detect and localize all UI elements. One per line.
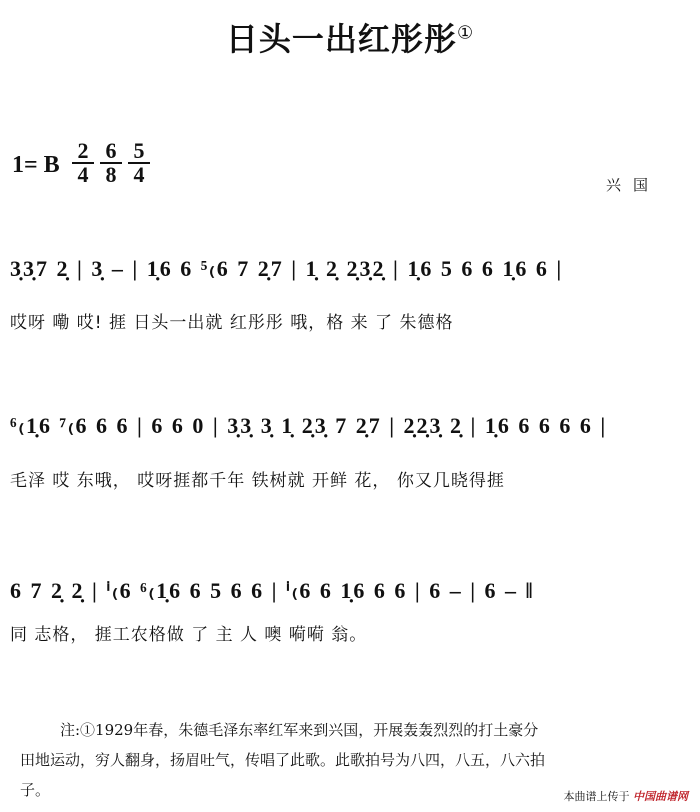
title-footnote-mark: ① [456,22,475,44]
meter-denominator: 8 [105,162,117,187]
site-footer [564,788,689,804]
score-line-2-lyrics: 毛泽 哎 东哦， 哎呀捱都千年 铁树就 开鲜 花， 你又几晓得捱 [10,471,505,491]
score-line-3-lyrics: 同 志格， 捱工农格做 了 主 人 噢 嗬嗬 翁。 [10,625,368,645]
footnote-line-2: 田地运动，穷人翻身，扬眉吐气，传唱了此歌。此歌拍号为八四，八五，八六拍 [20,751,546,769]
source-region: 兴国 [605,176,660,194]
meter-numerator: 5 [128,140,150,164]
song-title [0,14,700,60]
key-signature: 1= B [12,152,60,178]
time-signature-6-8 [100,140,122,186]
footer-prefix: 本曲谱上传于 [563,790,630,803]
score-line-1-lyrics: 哎呀 嘞 哎! 捱 日头一出就 红彤彤 哦，格 来 了 朱德格 [10,313,454,333]
time-signature-5-4 [128,140,150,186]
footnote-line-3: 子。 [20,781,51,799]
meter-numerator: 2 [72,140,94,164]
title-text: 日头一出红彤彤 [225,20,457,58]
meter-denominator: 4 [133,162,145,187]
score-line-1-notes: 3̣3̣7 2̣ | 3̣ – | 1̣6 6 ⁵₍6 7 2̣7 | 1̣ 2̣ 2̣3̣2̣ | 1̣6 5 6 6 1̣6 6 | [10,256,564,281]
score-line-3-notes: 6 7 2̣ 2̣ | ⁱ₍6 ⁶₍1̣6 6 5 6 6 | ⁱ₍6 6 1̣6 6 6 | 6 – | 6 – ‖ [10,578,535,603]
score-line-2-notes: ⁶₍1̣6 ⁷₍6 6 6 | 6 6 0 | 3̣3̣ 3̣ 1̣ 2̣3̣ 7 2̣7 | 2̣2̣3̣ 2̣ | 1̣6 6 6 6 6 | [10,413,608,438]
meter-denominator: 4 [77,162,89,187]
time-signature-2-4 [72,140,94,186]
footnote-line-1: 注:①1929年春，朱德毛泽东率红军来到兴国，开展轰轰烈烈的打土豪分 [60,721,539,739]
meter-numerator: 6 [100,140,122,164]
site-brand-logo[interactable]: 中国曲谱网 [633,790,688,803]
